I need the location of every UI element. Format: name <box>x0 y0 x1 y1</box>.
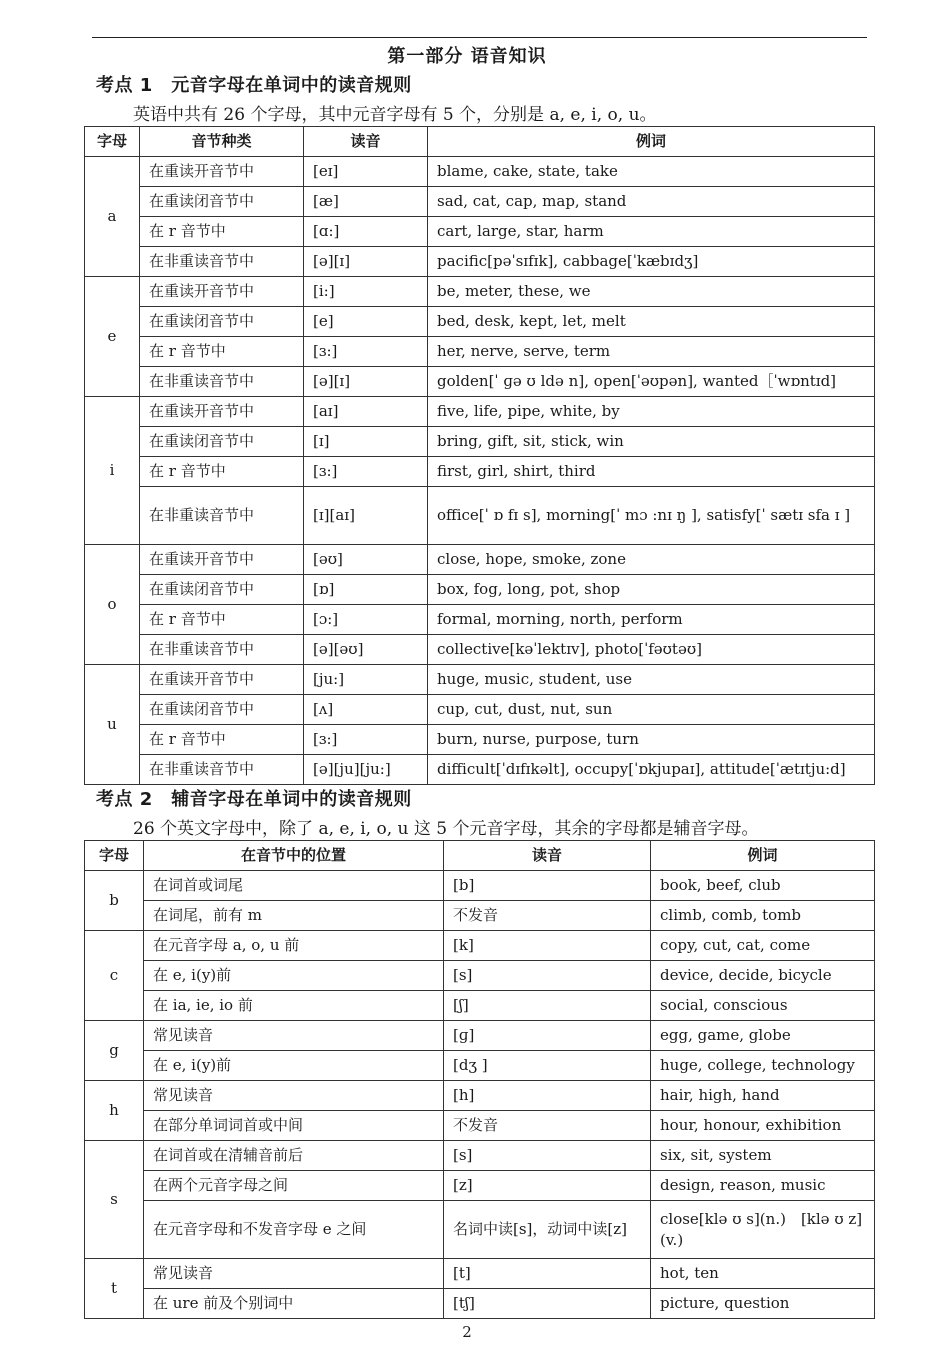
table-row <box>85 1171 875 1201</box>
pronunciation-cell: [ə][ɪ] <box>304 367 428 397</box>
pronunciation-cell: [ɡ] <box>444 1021 651 1051</box>
position-cell: 在词首或在清辅音前后 <box>144 1141 444 1171</box>
examples-cell: copy, cut, cat, come <box>651 931 875 961</box>
pronunciation-cell: 名词中读[s]，动词中读[z] <box>444 1201 651 1259</box>
table-row <box>85 901 875 931</box>
position-cell: 在两个元音字母之间 <box>144 1171 444 1201</box>
position-cell: 在非重读音节中 <box>140 755 304 785</box>
letter-cell: h <box>85 1081 144 1141</box>
examples-cell: difficult[ˈdɪfɪkəlt], occupy[ˈɒkjupaɪ], attitude[ˈætɪtju:d] <box>428 755 875 785</box>
table-row <box>85 1259 875 1289</box>
examples-cell: sad, cat, cap, map, stand <box>428 187 875 217</box>
examples-cell: social, conscious <box>651 991 875 1021</box>
position-cell: 在重读闭音节中 <box>140 575 304 605</box>
page-number: 2 <box>462 1323 472 1341</box>
examples-cell: bring, gift, sit, stick, win <box>428 427 875 457</box>
examples-cell: golden[ˈ ɡə ʊ ldə n], open[ˈəʊpən], wanted［ˈwɒntɪd] <box>428 367 875 397</box>
table-row <box>85 367 875 397</box>
letter-cell: g <box>85 1021 144 1081</box>
header-pronunciation: 读音 <box>304 127 428 157</box>
position-cell: 在重读开音节中 <box>140 545 304 575</box>
pronunciation-cell: [ɪ] <box>304 427 428 457</box>
letter-cell: o <box>85 545 140 665</box>
table-row <box>85 187 875 217</box>
table-row <box>85 1201 875 1259</box>
table-row <box>85 487 875 545</box>
examples-cell: hour, honour, exhibition <box>651 1111 875 1141</box>
pronunciation-cell: [h] <box>444 1081 651 1111</box>
pronunciation-cell: [dʒ ] <box>444 1051 651 1081</box>
header-examples: 例词 <box>651 841 875 871</box>
table-row <box>85 575 875 605</box>
examples-cell: first, girl, shirt, third <box>428 457 875 487</box>
pronunciation-cell: [tʃ] <box>444 1289 651 1319</box>
table-row <box>85 1081 875 1111</box>
table-row <box>85 277 875 307</box>
pronunciation-cell: [ə][əʊ] <box>304 635 428 665</box>
position-cell: 在非重读音节中 <box>140 247 304 277</box>
position-cell: 在非重读音节中 <box>140 635 304 665</box>
pronunciation-cell: [ʌ] <box>304 695 428 725</box>
table-row <box>85 871 875 901</box>
letter-cell: u <box>85 665 140 785</box>
table-row <box>85 1051 875 1081</box>
letter-cell: e <box>85 277 140 397</box>
examples-cell: cart, large, star, harm <box>428 217 875 247</box>
pronunciation-cell: [ɜ:] <box>304 725 428 755</box>
table-header-row <box>85 127 875 157</box>
table-row <box>85 991 875 1021</box>
section2-heading: 考点 2 辅音字母在单词中的读音规则 <box>96 789 412 810</box>
table-row <box>85 1021 875 1051</box>
letter-cell: b <box>85 871 144 931</box>
position-cell: 在 r 音节中 <box>140 217 304 247</box>
examples-cell: book, beef, club <box>651 871 875 901</box>
table-row <box>85 457 875 487</box>
pronunciation-cell: [ɜ:] <box>304 457 428 487</box>
pronunciation-cell: [ɒ] <box>304 575 428 605</box>
examples-cell: egg, game, globe <box>651 1021 875 1051</box>
table-header-row <box>85 841 875 871</box>
table-row <box>85 397 875 427</box>
pronunciation-cell: [aɪ] <box>304 397 428 427</box>
examples-cell: formal, morning, north, perform <box>428 605 875 635</box>
pronunciation-cell: [z] <box>444 1171 651 1201</box>
table-row <box>85 931 875 961</box>
position-cell: 在非重读音节中 <box>140 367 304 397</box>
section1-heading: 考点 1 元音字母在单词中的读音规则 <box>96 75 412 96</box>
table-row <box>85 247 875 277</box>
table-row <box>85 337 875 367</box>
examples-cell: office[ˈ ɒ fɪ s], morning[ˈ mɔ :nɪ ŋ ], satisfy[ˈ sætɪ sfa ɪ ] <box>428 487 875 545</box>
pronunciation-cell: [i:] <box>304 277 428 307</box>
pronunciation-cell: [t] <box>444 1259 651 1289</box>
examples-cell: cup, cut, dust, nut, sun <box>428 695 875 725</box>
header-position: 在音节中的位置 <box>144 841 444 871</box>
position-cell: 在 r 音节中 <box>140 605 304 635</box>
position-cell: 在非重读音节中 <box>140 487 304 545</box>
position-cell: 在 r 音节中 <box>140 337 304 367</box>
pronunciation-cell: [s] <box>444 961 651 991</box>
pronunciation-cell: [əʊ] <box>304 545 428 575</box>
table-row <box>85 725 875 755</box>
table-row <box>85 545 875 575</box>
position-cell: 在部分单词词首或中间 <box>144 1111 444 1141</box>
position-cell: 在 e, i(y)前 <box>144 961 444 991</box>
examples-cell: hot, ten <box>651 1259 875 1289</box>
position-cell: 在重读开音节中 <box>140 397 304 427</box>
position-cell: 在 e, i(y)前 <box>144 1051 444 1081</box>
examples-cell: five, life, pipe, white, by <box>428 397 875 427</box>
position-cell: 常见读音 <box>144 1081 444 1111</box>
table-row <box>85 755 875 785</box>
header-letter: 字母 <box>85 841 144 871</box>
table-row <box>85 1111 875 1141</box>
pronunciation-cell: [ɪ][aɪ] <box>304 487 428 545</box>
position-cell: 在词尾，前有 m <box>144 901 444 931</box>
position-cell: 在 ia, ie, io 前 <box>144 991 444 1021</box>
position-cell: 在重读闭音节中 <box>140 695 304 725</box>
examples-cell: pacific[pəˈsɪfɪk], cabbage[ˈkæbɪdʒ] <box>428 247 875 277</box>
position-cell: 在 r 音节中 <box>140 457 304 487</box>
table-row <box>85 665 875 695</box>
position-cell: 在词首或词尾 <box>144 871 444 901</box>
header-examples: 例词 <box>428 127 875 157</box>
table-row <box>85 427 875 457</box>
top-rule <box>92 37 867 38</box>
table-row <box>85 1141 875 1171</box>
pronunciation-cell: [e] <box>304 307 428 337</box>
examples-cell: design, reason, music <box>651 1171 875 1201</box>
pronunciation-cell: [b] <box>444 871 651 901</box>
pronunciation-cell: [ɔ:] <box>304 605 428 635</box>
section2-intro: 26 个英文字母中，除了 a, e, i, o, u 这 5 个元音字母，其余的字母都是辅音字母。 <box>133 819 759 839</box>
table-row <box>85 307 875 337</box>
header-pronunciation: 读音 <box>444 841 651 871</box>
pronunciation-cell: [ɜ:] <box>304 337 428 367</box>
position-cell: 常见读音 <box>144 1259 444 1289</box>
examples-cell: blame, cake, state, take <box>428 157 875 187</box>
examples-cell: huge, music, student, use <box>428 665 875 695</box>
table-row <box>85 605 875 635</box>
position-cell: 在元音字母和不发音字母 e 之间 <box>144 1201 444 1259</box>
position-cell: 常见读音 <box>144 1021 444 1051</box>
pronunciation-cell: [ɑ:] <box>304 217 428 247</box>
examples-cell: her, nerve, serve, term <box>428 337 875 367</box>
header-letter: 字母 <box>85 127 140 157</box>
letter-cell: c <box>85 931 144 1021</box>
examples-cell: be, meter, these, we <box>428 277 875 307</box>
pronunciation-cell: [ə][ɪ] <box>304 247 428 277</box>
examples-cell: collective[kəˈlektɪv], photo[ˈfəʊtəʊ] <box>428 635 875 665</box>
table-row <box>85 635 875 665</box>
examples-cell: huge, college, technology <box>651 1051 875 1081</box>
pronunciation-cell: [eɪ] <box>304 157 428 187</box>
pronunciation-cell: 不发音 <box>444 1111 651 1141</box>
letter-cell: t <box>85 1259 144 1319</box>
examples-cell: burn, nurse, purpose, turn <box>428 725 875 755</box>
pronunciation-cell: [s] <box>444 1141 651 1171</box>
letter-cell: a <box>85 157 140 277</box>
position-cell: 在重读开音节中 <box>140 157 304 187</box>
table-row <box>85 961 875 991</box>
examples-cell: box, fog, long, pot, shop <box>428 575 875 605</box>
pronunciation-cell: [ju:] <box>304 665 428 695</box>
pronunciation-cell: [æ] <box>304 187 428 217</box>
table-row <box>85 695 875 725</box>
pronunciation-cell: [ʃ] <box>444 991 651 1021</box>
examples-cell: close, hope, smoke, zone <box>428 545 875 575</box>
position-cell: 在重读开音节中 <box>140 277 304 307</box>
letter-cell: i <box>85 397 140 545</box>
examples-cell: close[klə ʊ s](n.) [klə ʊ z](v.) <box>651 1201 875 1259</box>
header-syllable-type: 音节种类 <box>140 127 304 157</box>
table-row <box>85 217 875 247</box>
pronunciation-cell: [k] <box>444 931 651 961</box>
examples-cell: climb, comb, tomb <box>651 901 875 931</box>
consonant-rules-table <box>84 840 875 1319</box>
position-cell: 在重读闭音节中 <box>140 427 304 457</box>
table-row <box>85 1289 875 1319</box>
pronunciation-cell: 不发音 <box>444 901 651 931</box>
position-cell: 在元音字母 a, o, u 前 <box>144 931 444 961</box>
examples-cell: six, sit, system <box>651 1141 875 1171</box>
vowel-rules-table <box>84 126 875 785</box>
table-row <box>85 157 875 187</box>
page-title: 第一部分 语音知识 <box>387 46 547 67</box>
examples-cell: bed, desk, kept, let, melt <box>428 307 875 337</box>
position-cell: 在 r 音节中 <box>140 725 304 755</box>
examples-cell: hair, high, hand <box>651 1081 875 1111</box>
section1-intro: 英语中共有 26 个字母，其中元音字母有 5 个，分别是 a, e, i, o, u。 <box>133 105 657 125</box>
examples-cell: device, decide, bicycle <box>651 961 875 991</box>
letter-cell: s <box>85 1141 144 1259</box>
pronunciation-cell: [ə][ju][ju:] <box>304 755 428 785</box>
position-cell: 在重读闭音节中 <box>140 307 304 337</box>
examples-cell: picture, question <box>651 1289 875 1319</box>
position-cell: 在重读闭音节中 <box>140 187 304 217</box>
position-cell: 在 ure 前及个别词中 <box>144 1289 444 1319</box>
position-cell: 在重读开音节中 <box>140 665 304 695</box>
